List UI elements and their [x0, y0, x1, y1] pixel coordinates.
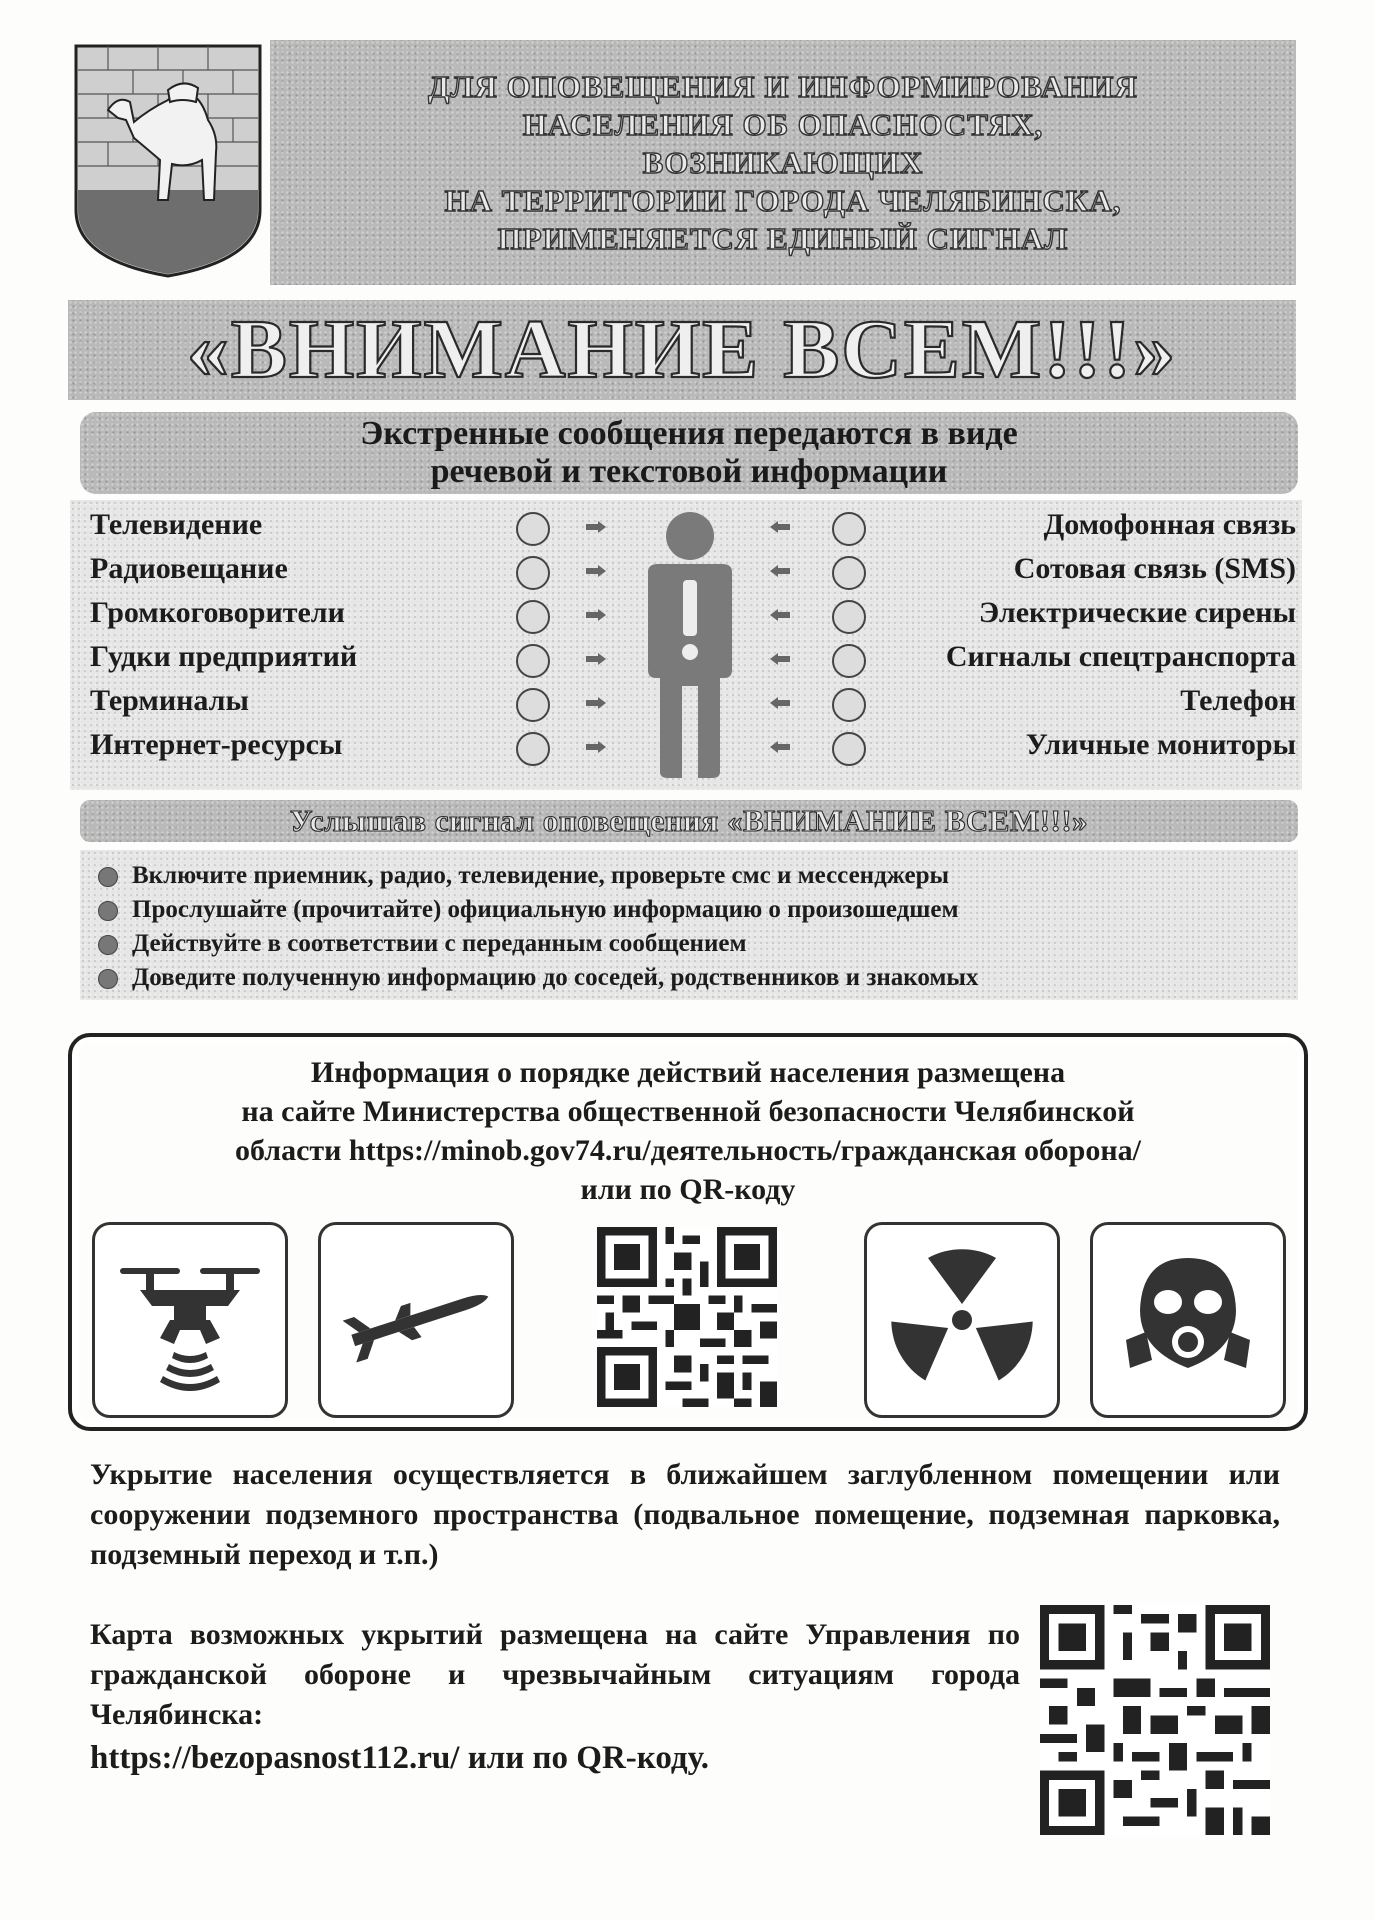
steps-list [80, 850, 1298, 1000]
step-text: Действуйте в соответствии с переданным сообщением [132, 930, 747, 957]
arrow-left-icon [770, 521, 790, 533]
phone-icon [832, 688, 866, 722]
channel-right-label: Сигналы спецтранспорта [945, 640, 1296, 673]
step-text: Прослушайте (прочитайте) официальную информацию о произошедшем [132, 896, 959, 923]
missile-icon [336, 1240, 496, 1400]
channel-right-label: Домофонная связь [1043, 508, 1296, 541]
attention-banner [68, 300, 1296, 400]
gas-mask-icon [1108, 1240, 1268, 1400]
terminal-icon [516, 688, 550, 722]
channel-left-label: Громкоговорители [90, 596, 345, 629]
channel-right-label: Сотовая связь (SMS) [1013, 552, 1296, 585]
arrow-right-icon [586, 653, 606, 665]
qr-code-tile [592, 1222, 782, 1412]
channel-right-label: Уличные мониторы [1025, 728, 1296, 761]
message-text: Экстренные сообщения передаются в виде речевой и текстовой информации [360, 415, 1018, 490]
channel-left-label: Терминалы [90, 684, 249, 717]
list-item [98, 862, 949, 890]
header-text: ДЛЯ ОПОВЕЩЕНИЯ И ИНФОРМИРОВАНИЯ НАСЕЛЕНИЯ ОБ ОПАСНОСТЯХ, ВОЗНИКАЮЩИХ НА ТЕРРИТОРИИ ГОРОДА ЧЕЛЯБИНСКА, ПРИМЕНЯЕТСЯ ЕДИНЫЙ СИГНАЛ [428, 68, 1138, 256]
arrow-right-icon [586, 609, 606, 621]
qr-code [1040, 1605, 1270, 1835]
attention-title: «ВНИМАНИЕ ВСЕМ!!!» [186, 303, 1178, 396]
missile-tile [318, 1222, 514, 1418]
header-banner [270, 40, 1296, 285]
arrow-right-icon [586, 697, 606, 709]
map-text: Карта возможных укрытий размещена на сайте Управления по гражданской обороне и чрезвычайным ситуациям города Челябинска: [90, 1618, 1020, 1731]
list-item [98, 896, 959, 924]
arrow-left-icon [770, 609, 790, 621]
channel-left-label: Интернет-ресурсы [90, 728, 343, 761]
list-item [98, 964, 978, 992]
arrow-left-icon [770, 565, 790, 577]
channel-left-label: Радиовещание [90, 552, 288, 585]
shelter-text: Укрытие населения осуществляется в ближайшем заглубленном помещении или сооружении подземного пространства (подвальное помещение, подземная парковка, подземный переход и т.п.) [90, 1458, 1280, 1571]
hearing-pill [80, 800, 1298, 842]
arrow-right-icon [586, 521, 606, 533]
intercom-icon [832, 512, 866, 546]
arrow-right-icon [586, 741, 606, 753]
person-alert-icon [630, 510, 750, 780]
arrow-left-icon [770, 697, 790, 709]
siren-icon [832, 600, 866, 634]
channel-right-label: Телефон [1180, 684, 1296, 717]
info-text: Информация о порядке действий населения размещена на сайте Министерства общественной безопасности Челябинской области https://minob.gov74.ru/деятельность/гражданская оборона/ или по QR-коду [235, 1056, 1141, 1206]
step-text: Включите приемник, радио, телевидение, проверьте смс и мессенджеры [132, 862, 950, 889]
channel-left-label: Гудки предприятий [90, 640, 358, 673]
bullet-icon [98, 935, 118, 955]
emergency-vehicle-icon [832, 644, 866, 678]
tv-icon [516, 512, 550, 546]
bullet-icon [98, 901, 118, 921]
radio-tower-icon [516, 556, 550, 590]
drone-tile [92, 1222, 288, 1418]
channel-right-label: Электрические сирены [978, 596, 1296, 629]
loudspeaker-icon [516, 600, 550, 634]
message-pill [80, 412, 1298, 494]
bullet-icon [98, 969, 118, 989]
info-box [68, 1033, 1308, 1431]
drone-icon [110, 1240, 270, 1400]
bullet-icon [98, 867, 118, 887]
factory-icon [516, 644, 550, 678]
mobile-sms-icon [832, 556, 866, 590]
arrow-left-icon [770, 653, 790, 665]
map-url-link[interactable]: https://bezopasnost112.ru/ или по QR-коду. [90, 1740, 710, 1776]
street-monitor-icon [832, 732, 866, 766]
qr-code [597, 1227, 777, 1407]
list-item [98, 930, 746, 958]
globe-icon [516, 732, 550, 766]
arrow-left-icon [770, 741, 790, 753]
arrow-right-icon [586, 565, 606, 577]
radiation-tile [864, 1222, 1060, 1418]
radiation-icon [887, 1245, 1037, 1395]
coat-of-arms-icon [68, 40, 268, 280]
step-text: Доведите полученную информацию до соседей, родственников и знакомых [132, 964, 979, 991]
hearing-text: Услышав сигнал оповещения «ВНИМАНИЕ ВСЕМ!!!» [289, 803, 1089, 838]
gas-mask-tile [1090, 1222, 1286, 1418]
channel-left-label: Телевидение [90, 508, 263, 541]
